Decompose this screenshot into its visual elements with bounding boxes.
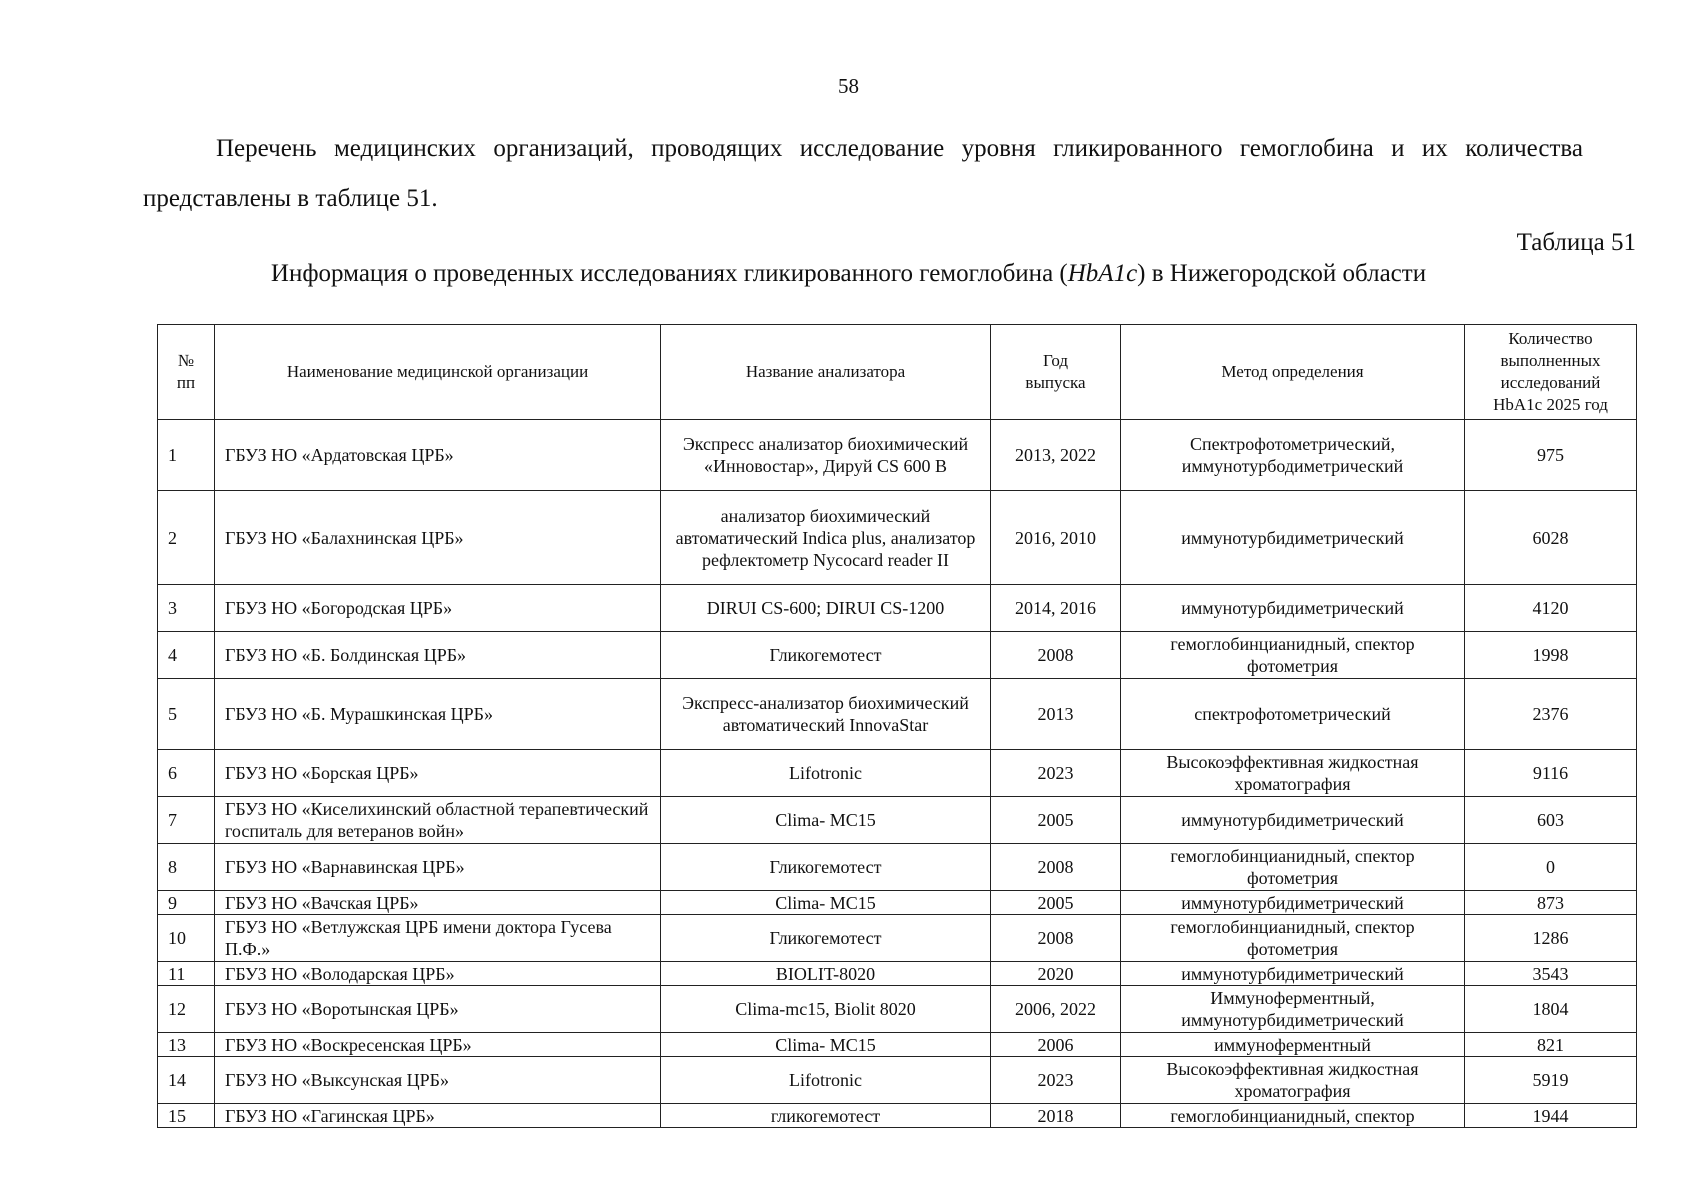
header-org: Наименование медицинской организации — [215, 325, 661, 420]
analyzer-name-cell: Экспресс-анализатор биохимический автоматический InnovaStar — [661, 679, 991, 750]
method-cell: гемоглобинцианидный, спектор фотометрия — [1121, 632, 1465, 679]
study-count-cell: 821 — [1465, 1033, 1637, 1057]
row-number-cell: 15 — [158, 1104, 215, 1128]
org-name-cell: ГБУЗ НО «Балахнинская ЦРБ» — [215, 491, 661, 585]
analyzer-name-cell: Гликогемотест — [661, 915, 991, 962]
study-count-cell: 975 — [1465, 420, 1637, 491]
analyzer-name-cell: Гликогемотест — [661, 844, 991, 891]
org-name-cell: ГБУЗ НО «Б. Болдинская ЦРБ» — [215, 632, 661, 679]
method-cell: гемоглобинцианидный, спектор — [1121, 1104, 1465, 1128]
row-number-cell: 12 — [158, 986, 215, 1033]
org-name-cell: ГБУЗ НО «Богородская ЦРБ» — [215, 585, 661, 632]
study-count-cell: 1944 — [1465, 1104, 1637, 1128]
release-year-cell: 2005 — [991, 891, 1121, 915]
table-row — [158, 797, 1637, 844]
release-year-cell: 2014, 2016 — [991, 585, 1121, 632]
analyzer-name-cell: BIOLIT-8020 — [661, 962, 991, 986]
study-count-cell: 5919 — [1465, 1057, 1637, 1104]
org-name-cell: ГБУЗ НО «Гагинская ЦРБ» — [215, 1104, 661, 1128]
row-number-cell: 4 — [158, 632, 215, 679]
method-cell: гемоглобинцианидный, спектор фотометрия — [1121, 915, 1465, 962]
row-number-cell: 10 — [158, 915, 215, 962]
study-count-cell: 9116 — [1465, 750, 1637, 797]
analyzer-name-cell: Гликогемотест — [661, 632, 991, 679]
org-name-cell: ГБУЗ НО «Вачская ЦРБ» — [215, 891, 661, 915]
release-year-cell: 2006, 2022 — [991, 986, 1121, 1033]
study-count-cell: 1998 — [1465, 632, 1637, 679]
page-number: 58 — [838, 74, 859, 98]
table-row — [158, 915, 1637, 962]
table-row — [158, 986, 1637, 1033]
header-method: Метод определения — [1121, 325, 1465, 420]
method-cell: иммунотурбидиметрический — [1121, 491, 1465, 585]
study-count-cell: 0 — [1465, 844, 1637, 891]
method-cell: гемоглобинцианидный, спектор фотометрия — [1121, 844, 1465, 891]
release-year-cell: 2023 — [991, 1057, 1121, 1104]
study-count-cell: 3543 — [1465, 962, 1637, 986]
release-year-cell: 2016, 2010 — [991, 491, 1121, 585]
row-number-cell: 1 — [158, 420, 215, 491]
study-count-cell: 4120 — [1465, 585, 1637, 632]
row-number-cell: 13 — [158, 1033, 215, 1057]
table-row — [158, 844, 1637, 891]
table-title-italic: HbA1c — [1067, 260, 1138, 287]
method-cell: иммуноферментный — [1121, 1033, 1465, 1057]
study-count-cell: 6028 — [1465, 491, 1637, 585]
table-title-start: Информация о проведенных исследованиях гликированного гемоглобина ( — [270, 260, 1068, 287]
analyzer-name-cell: Clima- MC15 — [661, 1033, 991, 1057]
row-number-cell: 8 — [158, 844, 215, 891]
analyzer-name-cell: Экспресс анализатор биохимический «Инновостар», Дируй CS 600 В — [661, 420, 991, 491]
org-name-cell: ГБУЗ НО «Ветлужская ЦРБ имени доктора Гусева П.Ф.» — [215, 915, 661, 962]
analyzer-name-cell: гликогемотест — [661, 1104, 991, 1128]
table-title-end: ) в Нижегородской области — [1137, 260, 1427, 287]
method-cell: иммунотурбидиметрический — [1121, 797, 1465, 844]
study-count-cell: 2376 — [1465, 679, 1637, 750]
row-number-cell: 7 — [158, 797, 215, 844]
release-year-cell: 2018 — [991, 1104, 1121, 1128]
table-row — [158, 891, 1637, 915]
analyzer-name-cell: анализатор биохимический автоматический Indica plus, анализатор рефлектометр Nycocard reader II — [661, 491, 991, 585]
release-year-cell: 2008 — [991, 915, 1121, 962]
row-number-cell: 14 — [158, 1057, 215, 1104]
release-year-cell: 2023 — [991, 750, 1121, 797]
header-analyzer: Название анализатора — [661, 325, 991, 420]
table-row — [158, 750, 1637, 797]
method-cell: иммунотурбидиметрический — [1121, 585, 1465, 632]
table-row — [158, 679, 1637, 750]
release-year-cell: 2013, 2022 — [991, 420, 1121, 491]
analyzer-name-cell: DIRUI CS-600; DIRUI CS-1200 — [661, 585, 991, 632]
study-count-cell: 873 — [1465, 891, 1637, 915]
study-count-cell: 603 — [1465, 797, 1637, 844]
row-number-cell: 2 — [158, 491, 215, 585]
org-name-cell: ГБУЗ НО «Воскресенская ЦРБ» — [215, 1033, 661, 1057]
row-number-cell: 11 — [158, 962, 215, 986]
method-cell: Высокоэффективная жидкостная хроматография — [1121, 750, 1465, 797]
header-count: Количество выполненных исследований HbA1c 2025 год — [1465, 325, 1637, 420]
row-number-cell: 9 — [158, 891, 215, 915]
org-name-cell: ГБУЗ НО «Володарская ЦРБ» — [215, 962, 661, 986]
table-body — [158, 420, 1637, 1128]
intro-paragraph: Перечень медицинских организаций, проводящих исследование уровня гликированного гемоглобина и их количества представлены в таблице 51. — [143, 135, 1583, 212]
analyzer-name-cell: Lifotronic — [661, 1057, 991, 1104]
release-year-cell: 2005 — [991, 797, 1121, 844]
analyzer-name-cell: Clima- MC15 — [661, 797, 991, 844]
release-year-cell: 2008 — [991, 844, 1121, 891]
org-name-cell: ГБУЗ НО «Борская ЦРБ» — [215, 750, 661, 797]
analyzer-name-cell: Lifotronic — [661, 750, 991, 797]
analyzer-name-cell: Clima- MC15 — [661, 891, 991, 915]
org-name-cell: ГБУЗ НО «Варнавинская ЦРБ» — [215, 844, 661, 891]
table-row — [158, 632, 1637, 679]
study-count-cell: 1804 — [1465, 986, 1637, 1033]
table-row — [158, 491, 1637, 585]
data-table — [157, 324, 1637, 1128]
header-num: № пп — [158, 325, 215, 420]
method-cell: Спектрофотометрический, иммунотурбодиметрический — [1121, 420, 1465, 491]
row-number-cell: 6 — [158, 750, 215, 797]
header-year: Год выпуска — [991, 325, 1121, 420]
method-cell: Иммуноферментный, иммунотурбидиметрический — [1121, 986, 1465, 1033]
analyzer-name-cell: Clima-mc15, Biolit 8020 — [661, 986, 991, 1033]
release-year-cell: 2013 — [991, 679, 1121, 750]
method-cell: спектрофотометрический — [1121, 679, 1465, 750]
row-number-cell: 3 — [158, 585, 215, 632]
org-name-cell: ГБУЗ НО «Киселихинский областной терапевтический госпиталь для ветеранов войн» — [215, 797, 661, 844]
table-row — [158, 962, 1637, 986]
study-count-cell: 1286 — [1465, 915, 1637, 962]
org-name-cell: ГБУЗ НО «Б. Мурашкинская ЦРБ» — [215, 679, 661, 750]
release-year-cell: 2008 — [991, 632, 1121, 679]
table-row — [158, 420, 1637, 491]
table-title — [0, 260, 1697, 288]
method-cell: Высокоэффективная жидкостная хроматография — [1121, 1057, 1465, 1104]
table-row — [158, 1104, 1637, 1128]
org-name-cell: ГБУЗ НО «Выксунская ЦРБ» — [215, 1057, 661, 1104]
row-number-cell: 5 — [158, 679, 215, 750]
table-row — [158, 1057, 1637, 1104]
org-name-cell: ГБУЗ НО «Ардатовская ЦРБ» — [215, 420, 661, 491]
table-row — [158, 1033, 1637, 1057]
table-header-row — [158, 325, 1637, 420]
release-year-cell: 2006 — [991, 1033, 1121, 1057]
method-cell: иммунотурбидиметрический — [1121, 962, 1465, 986]
release-year-cell: 2020 — [991, 962, 1121, 986]
table-label: Таблица 51 — [1516, 229, 1636, 256]
table-row — [158, 585, 1637, 632]
method-cell: иммунотурбидиметрический — [1121, 891, 1465, 915]
org-name-cell: ГБУЗ НО «Воротынская ЦРБ» — [215, 986, 661, 1033]
